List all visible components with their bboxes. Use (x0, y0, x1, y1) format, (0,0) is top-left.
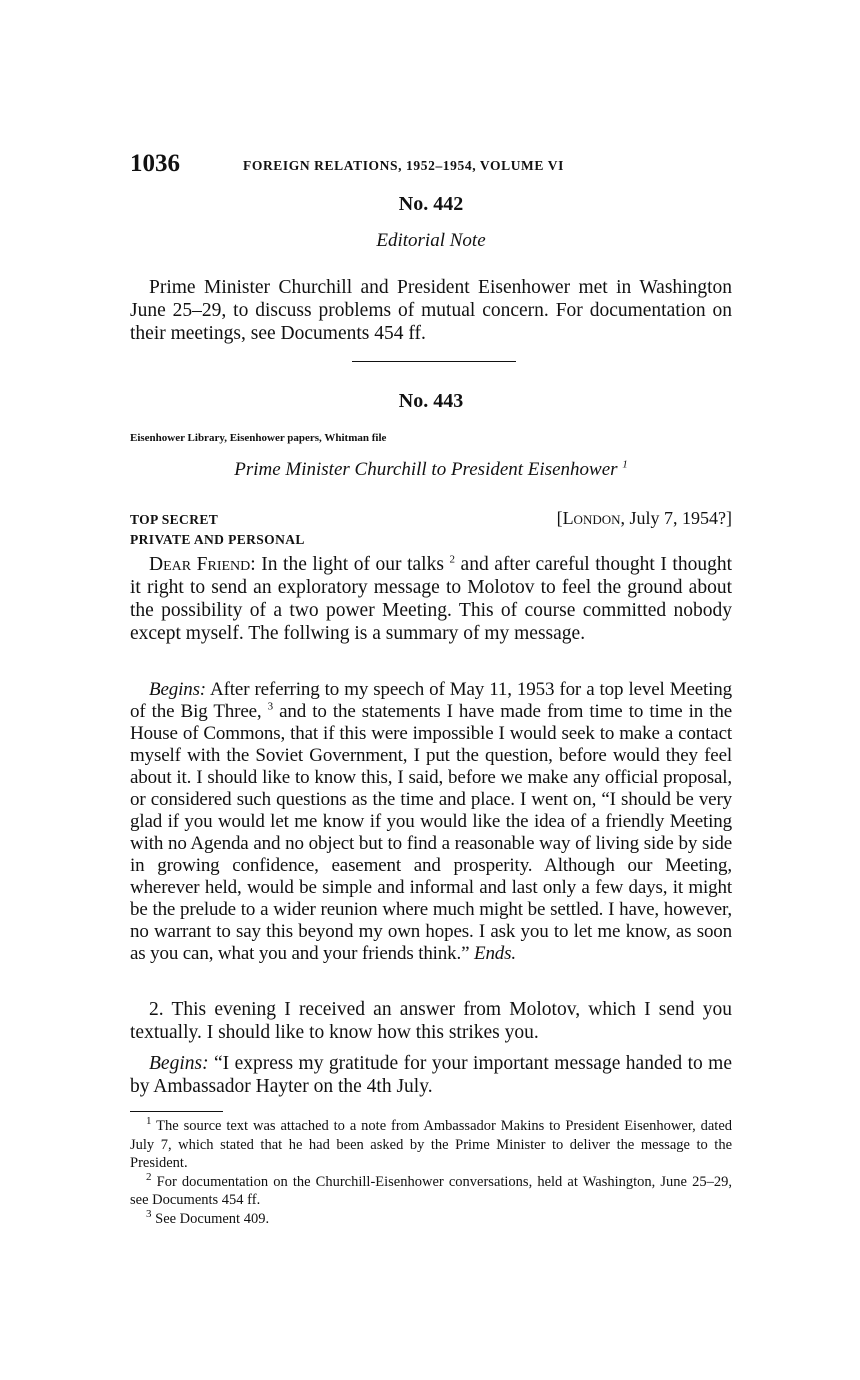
footnote-1-text: The source text was attached to a note from Ambassador Makins to President Eisenhower, dated July 7, which stated that he had been asked by the Prime Minister to deliver the message to the President. (130, 1118, 732, 1171)
dateline-place: London (562, 508, 621, 528)
footnote-divider (130, 1111, 223, 1112)
footnote-3 (130, 1207, 732, 1229)
salutation: Dear Friend (149, 554, 251, 575)
footnote-2-number: 2 (146, 1170, 152, 1183)
classification-private: PRIVATE AND PERSONAL (130, 532, 305, 547)
footnotes (130, 1117, 732, 1228)
page-number: 1036 (130, 150, 180, 177)
dateline-rest: , July 7, 1954?] (620, 508, 732, 528)
doc-443-title-text: Prime Minister Churchill to President Eisenhower (234, 459, 618, 480)
para2-text-b: and to the statements I have made from time to time in the House of Commons, that if this were impossible I would seek to make a contact myself with the Soviet Government, I put the question, before would they feel about it. I should like to know this, I said, before we make any official proposal, or considered such questions as the time and place. I went on, “I should be very glad if you would let me know if you would like the idea of a friendly Meeting with no Agenda and no object but to find a reasonable way of living side by side in growing confidence, easement and prosperity. Although our Meeting, wherever held, would be simple and informal and last only a few days, it might be the prelude to a wider reunion where much might be settled. I have, however, no warrant to say this beyond my own hopes. I ask you to let me know, as soon as you can, what you and your friends think.” (130, 701, 732, 964)
para4-text: “I express my gratitude for your important message handed to me by Ambassador Hayter on the 4th July. (130, 1053, 732, 1097)
doc-443-number: No. 443 (398, 390, 464, 412)
footnote-3-text: See Document 409. (151, 1210, 270, 1227)
footnote-ref-2[interactable]: 2 (449, 553, 455, 566)
footnote-ref-3[interactable]: 3 (267, 700, 273, 713)
begins-label-2: Begins: (149, 1053, 209, 1074)
ends-label: Ends. (474, 943, 517, 964)
doc-442-number: No. 442 (398, 193, 464, 215)
para1-text-b: and after careful thought I thought it right to send an exploratory message to Molotov to feel the ground about the possibility of a two power Meeting. This of course committed nobody except myself. The follwing is a summary of my message. (130, 554, 732, 644)
letter-paragraph-3: 2. This evening I received an answer from Molotov, which I send you textually. I should like to know how this strikes you. (130, 999, 732, 1043)
source-note: Eisenhower Library, Eisenhower papers, Whitman file (130, 432, 387, 444)
section-divider (352, 361, 516, 362)
doc-442-title: Editorial Note (376, 230, 486, 251)
para1-text-a: : In the light of our talks (250, 554, 450, 575)
begins-label-1: Begins: (149, 679, 206, 700)
dateline (557, 508, 732, 529)
running-head-title: FOREIGN RELATIONS, 1952–1954, VOLUME VI (243, 158, 564, 173)
footnote-ref-1[interactable]: 1 (622, 458, 628, 471)
footnote-2 (130, 1170, 732, 1210)
footnote-2-text: For documentation on the Churchill-Eisenhower conversations, held at Washington, June 25–29, see Documents 454 ff. (130, 1173, 732, 1208)
dateline-open: [ (556, 508, 563, 528)
letter-paragraph-2 (130, 679, 732, 965)
classification-top-secret: TOP SECRET (130, 512, 219, 527)
footnote-1 (130, 1117, 732, 1173)
running-head (130, 150, 732, 180)
letter-paragraph-4 (130, 1052, 732, 1098)
footnote-1-number: 1 (146, 1115, 152, 1128)
letter-paragraph-1 (130, 553, 732, 645)
footnote-3-number: 3 (146, 1207, 152, 1220)
doc-443-title (130, 459, 732, 481)
classification (130, 510, 305, 550)
para2-text-a: After referring to my speech of May 11, 1953 for a top level Meeting of the Big Three, (130, 679, 732, 722)
doc-442-body: Prime Minister Churchill and President Eisenhower met in Washington June 25–29, to discuss problems of mutual concern. For documentation on their meetings, see Documents 454 ff. (130, 277, 732, 344)
